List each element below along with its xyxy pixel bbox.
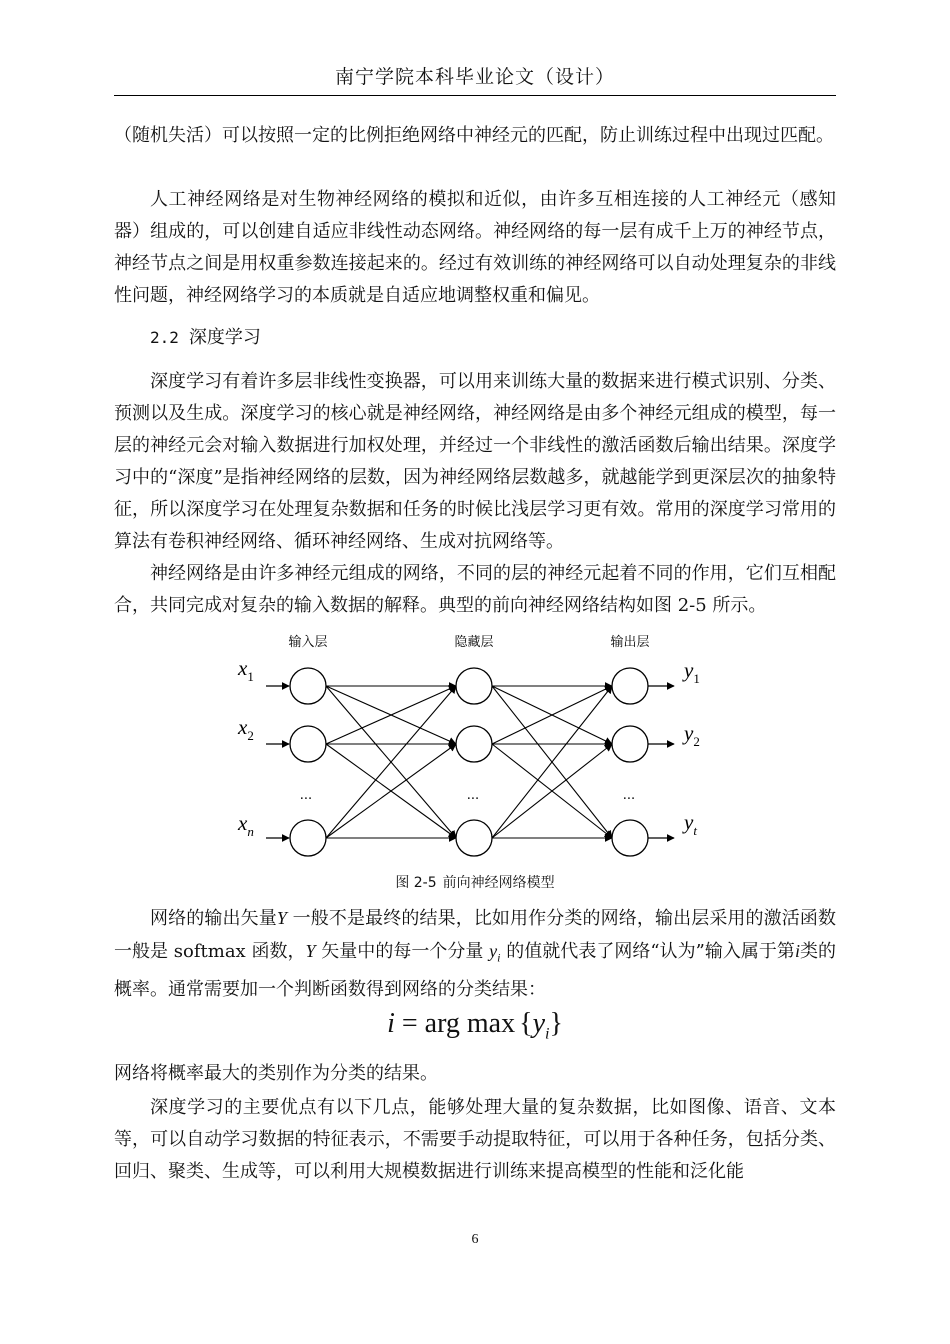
section-title: 深度学习: [188, 327, 261, 348]
output-node: [612, 820, 648, 856]
layer-label-output: 输出层: [610, 635, 650, 650]
argmax-formula: i = arg $\max \{y_i\}$: [387, 1008, 563, 1043]
paragraph-dropout: （随机失活）可以按照一定的比例拒绝网络中神经元的匹配，防止训练过程中出现过匹配。: [114, 125, 834, 146]
section-number: 2.2: [150, 328, 179, 347]
output-label-y1: $y_1$: [684, 658, 700, 686]
page-header: 南宁学院本科毕业论文（设计）: [334, 66, 615, 88]
input-label-x1: $x_1$: [238, 656, 254, 684]
hidden-node: [456, 668, 492, 704]
paragraph-network-structure: 神经网络是由许多神经元组成的网络，不同的层的神经元起着不同的作用，它们互相配合，共同完成对复杂的输入数据的解释。典型的前向神经网络结构如图 2-5 所示。: [114, 563, 836, 616]
output-node: [612, 668, 648, 704]
hidden-node: [456, 820, 492, 856]
layer-label-input: 输入层: [288, 635, 328, 650]
input-node: [290, 820, 326, 856]
output-label-yt: $y_t$: [684, 810, 697, 838]
input-node: [290, 726, 326, 762]
figure-caption-title: 前向神经网络模型: [442, 875, 555, 891]
output-label-y2: $y_2$: [684, 721, 700, 749]
paragraph-deep-learning: 深度学习有着许多层非线性变换器，可以用来训练大量的数据来进行模式识别、分类、预测以及生成。深度学习的核心就是神经网络，神经网络是由多个神经元组成的模型，每一层的神经元会对输入数据进行加权处理，并经过一个非线性的激活函数后输出结果。深度学习中的“深度”是指神经网络的层数，因为神经网络层数越多，就越能学到更深层次的抽象特征，所以深度学习在处理复杂数据和任务的时候比浅层学习更有效。常用的深度学习常用的算法有卷积神经网络、循环神经网络、生成对抗网络等。: [114, 371, 836, 552]
ellipsis-output: ···: [622, 792, 636, 807]
ellipsis-input: ···: [299, 792, 313, 807]
input-label-x2: $x_2$: [238, 715, 254, 743]
paragraph-ann: 人工神经网络是对生物神经网络的模拟和近似，由许多互相连接的人工神经元（感知器）组成的，可以创建自适应非线性动态网络。神经网络的每一层有成千上万的神经节点，神经节点之间是用权重参数连接起来的。经过有效训练的神经网络可以自动处理复杂的非线性问题，神经网络学习的本质就是自适应地调整权重和偏见。: [114, 189, 836, 306]
hidden-node: [456, 726, 492, 762]
input-label-xn: $x_n$: [238, 811, 254, 839]
figure-caption: [0, 872, 950, 892]
ellipsis-hidden: ···: [466, 792, 480, 807]
paragraph-advantages: 深度学习的主要优点有以下几点，能够处理大量的复杂数据，比如图像、语音、文本等，可以自动学习数据的特征表示，不需要手动提取特征，可以用于各种任务，包括分类、回归、聚类、生成等，可以利用大规模数据进行训练来提高模型的性能和泛化能: [114, 1097, 836, 1182]
figure-caption-label: 图 2-5: [395, 875, 437, 891]
paragraph-classification: 网络将概率最大的类别作为分类的结果。: [114, 1063, 438, 1084]
output-node: [612, 726, 648, 762]
layer-label-hidden: 隐藏层: [454, 635, 494, 650]
input-node: [290, 668, 326, 704]
paragraph-output-vector: 网络的输出矢量Y 一般不是最终的结果，比如用作分类的网络，输出层采用的激活函数一般是 softmax 函数，Y 矢量中的每一个分量 $y_i$ 的值就代表了网络“认为”输入属于第i类的概率。通常需要加一个判断函数得到网络的分类结果：: [114, 908, 837, 1000]
page-number: 6: [471, 1232, 479, 1247]
